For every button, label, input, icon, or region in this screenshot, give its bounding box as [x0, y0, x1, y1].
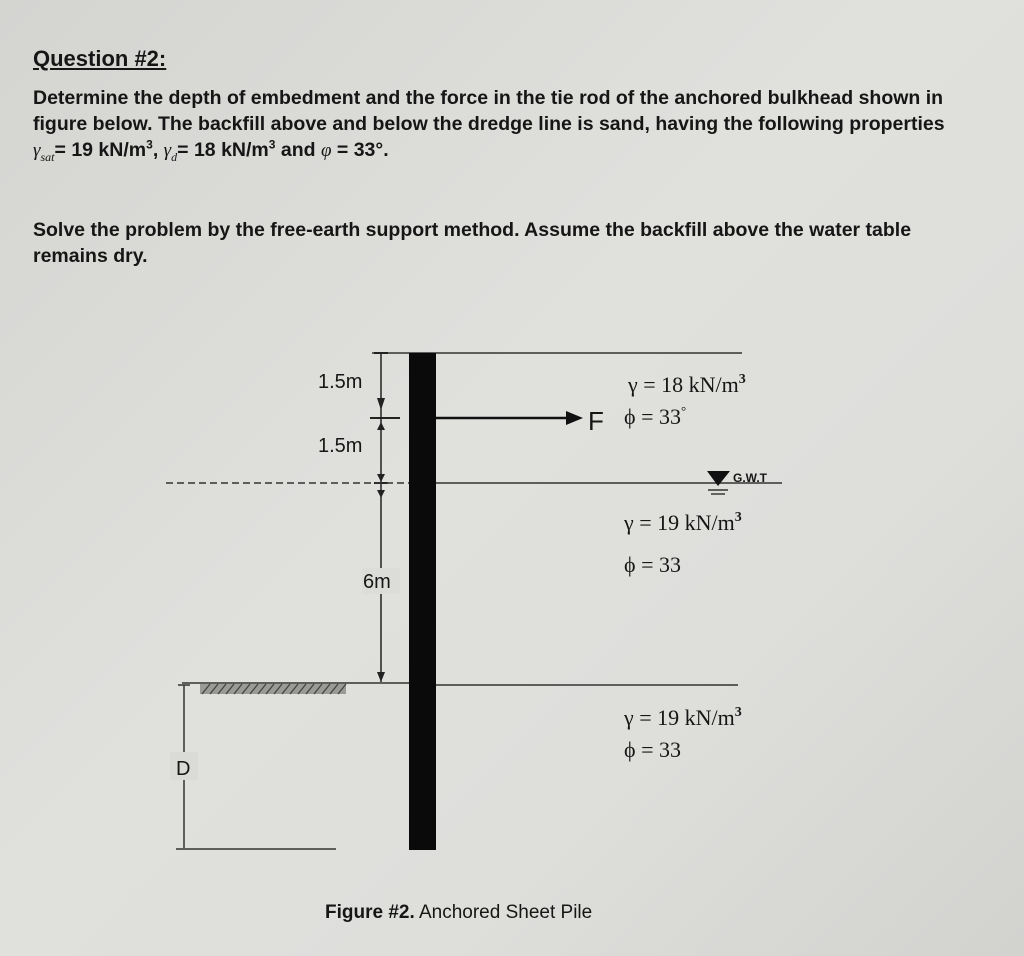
- embedment-label: D: [176, 758, 191, 780]
- layer1-phi: ϕ = 33°: [624, 403, 687, 429]
- dim-arrow: [377, 490, 385, 498]
- layer1-gamma: γ = 18 $kN/m^3$: [628, 372, 746, 397]
- gamma-d-value: = 18 kN/m: [177, 139, 269, 161]
- dim-arrow: [377, 474, 385, 482]
- dredge-hatch: [200, 684, 346, 694]
- dim-arrow: [377, 398, 385, 410]
- caption-number: Figure #2.: [325, 902, 415, 923]
- sheet-pile: [409, 353, 436, 850]
- layer2-gamma: γ = 19 $kN/m^3$: [624, 510, 742, 535]
- figure-caption: [325, 902, 592, 924]
- problem-statement: Determine the depth of embedment and the force in the tie rod of the anchored bulkhead shown in figure below. The backfill above and below the dredge line is sand, having the following properties $\gamma_{sat}= 19$ $kN/m^3$, $\gamma_d= 18$ $kN/m^3$ and φ = 33°.: [33, 87, 945, 164]
- phi-symbol: φ: [320, 140, 332, 161]
- gamma-sat-value: = 19 kN/m: [54, 139, 147, 161]
- question-title: Question #2:: [33, 46, 167, 71]
- layer3-phi: ϕ = 33: [624, 737, 681, 762]
- and-text: and: [280, 139, 316, 161]
- layer2-phi: ϕ = 33: [624, 552, 681, 577]
- force-label: F: [588, 406, 604, 436]
- layer3-gamma: γ = 19 $kN/m^3$: [624, 705, 742, 730]
- dim-arrow: [377, 422, 385, 430]
- dim-label-top: 1.5m: [318, 371, 363, 393]
- problem-text: Determine the depth of embedment and the force in the tie rod of the anchored bulkhead shown in figure below. The backfill above and below the dredge line is sand, having the following properties: [33, 87, 945, 135]
- phi-value: = 33°.: [336, 139, 389, 161]
- gamma-sat-symbol: $\gamma_{sat}$: [33, 140, 55, 164]
- gamma-d-symbol: $\gamma_d$: [163, 140, 178, 164]
- sheet-pile-figure: [0, 330, 1024, 900]
- caption-text: Anchored Sheet Pile: [418, 902, 593, 923]
- method-instruction: Solve the problem by the free-earth support method. Assume the backfill above the water table remains dry.: [33, 219, 912, 267]
- water-table-label: G.W.T: [733, 471, 767, 485]
- dim-label-third: 6m: [363, 571, 391, 593]
- force-arrow-head: [566, 411, 583, 425]
- dim-arrow: [377, 672, 385, 682]
- dim-label-second: 1.5m: [318, 435, 363, 457]
